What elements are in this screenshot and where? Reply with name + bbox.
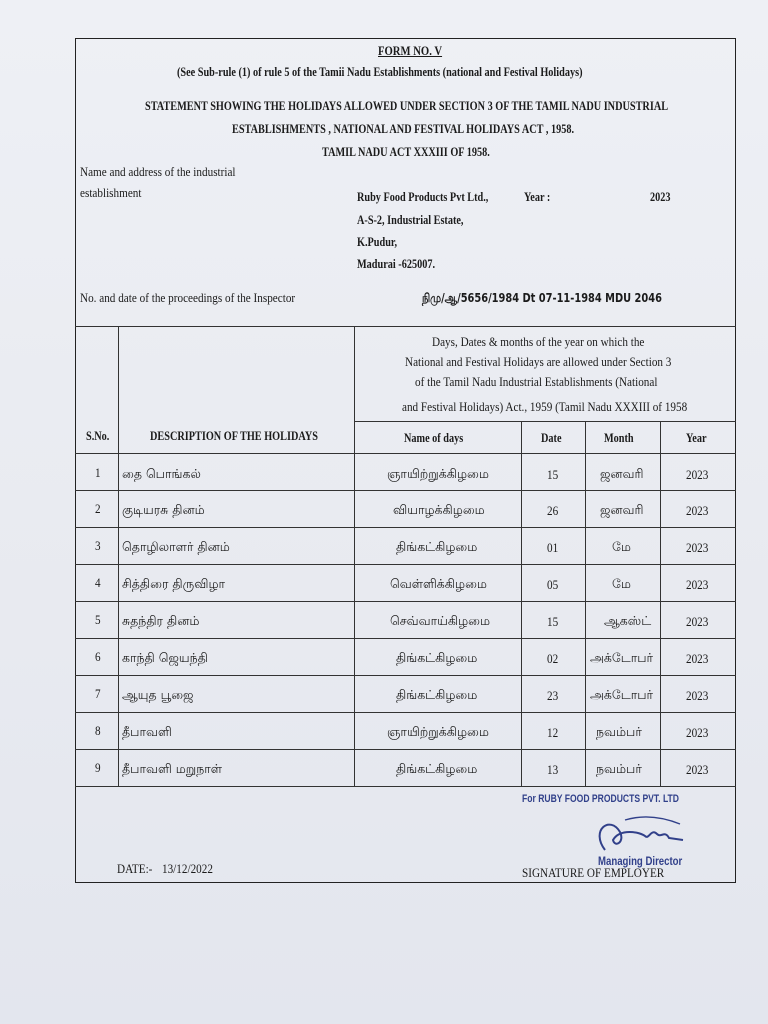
establishment-name: Ruby Food Products Pvt Ltd., [357,190,489,204]
table-intro-line1: Days, Dates & months of the year on which the [432,334,645,349]
row-month: நவம்பர் [596,724,642,739]
statement-line-1: STATEMENT SHOWING THE HOLIDAYS ALLOWED UNDER SECTION 3 OF THE TAMIL NADU INDUSTRIAL [145,99,669,113]
row-description: தை பொங்கல் [122,466,201,481]
row-year: 2023 [686,467,709,482]
row-date: 23 [547,688,559,703]
row-date: 02 [547,651,559,666]
row-year: 2023 [686,540,709,555]
row-year: 2023 [686,762,709,777]
row-day: திங்கட்கிழமை [396,761,478,776]
establishment-label-line1: Name and address of the industrial [80,164,236,179]
row-date: 01 [547,540,559,555]
row-year: 2023 [686,503,709,518]
row-description: தீபாவளி [122,724,172,739]
row-date: 26 [547,503,559,518]
signature-mark [585,810,695,860]
row-description: தொழிலாளர் தினம் [122,539,230,554]
table-intro-line3: of the Tamil Nadu Industrial Establishments (National [415,374,658,389]
row-day: வியாழக்கிழமை [393,502,485,517]
row-date: 13 [547,762,559,777]
row-date: 05 [547,577,559,592]
statement-line-3: TAMIL NADU ACT XXXIII OF 1958. [322,145,490,159]
row-description: காந்தி ஜெயந்தி [122,650,208,665]
signature-label: SIGNATURE OF EMPLOYER [522,865,665,880]
row-description: சுதந்திர தினம் [122,613,200,628]
row-day: திங்கட்கிழமை [396,650,478,665]
row-sno: 1 [95,465,101,480]
row-date: 15 [547,467,559,482]
year-value: 2023 [650,190,671,204]
col-header-day: Name of days [404,431,464,445]
table-intro-line2: National and Festival Holidays are allowed under Section 3 [405,354,672,369]
col-header-date: Date [541,431,562,445]
col-header-sno: S.No. [86,429,110,443]
address-line-3: Madurai -625007. [357,257,436,271]
row-month: ஜனவரி [600,466,644,481]
row-year: 2023 [686,577,709,592]
row-day: திங்கட்கிழமை [396,539,478,554]
col-header-month: Month [604,431,634,445]
row-sno: 5 [95,612,101,627]
year-label: Year : [524,190,551,204]
row-description: தீபாவளி மறுநாள் [122,761,223,776]
row-day: செவ்வாய்கிழமை [390,613,491,628]
stamp-role: Managing Director [598,854,683,868]
row-sno: 6 [95,649,101,664]
row-year: 2023 [686,614,709,629]
row-month: நவம்பர் [596,761,642,776]
date-value: 13/12/2022 [162,861,213,876]
row-year: 2023 [686,688,709,703]
row-day: திங்கட்கிழமை [396,687,478,702]
row-description: ஆயுத பூஜை [122,687,194,702]
row-month: ஆகஸ்ட் [604,613,652,628]
table-intro-line4: and Festival Holidays) Act., 1959 (Tamil Nadu XXXIII of 1958 [402,399,688,414]
row-sno: 2 [95,501,101,516]
row-description: சித்திரை திருவிழா [122,576,226,591]
company-stamp: For RUBY FOOD PRODUCTS PVT. LTD [522,793,679,805]
row-day: வெள்ளிக்கிழமை [390,576,487,591]
row-month: மே [612,576,631,591]
address-line-1: A-S-2, Industrial Estate, [357,213,464,227]
row-month: ஜனவரி [600,502,644,517]
row-date: 15 [547,614,559,629]
col-header-description: DESCRIPTION OF THE HOLIDAYS [150,429,318,443]
row-sno: 4 [95,575,101,590]
address-line-2: K.Pudur, [357,235,398,249]
proceedings-value: நிமு/ஆ/5656/1984 Dt 07-11-1984 MDU 2046 [422,291,662,305]
row-date: 12 [547,725,559,740]
row-sno: 8 [95,723,101,738]
row-sno: 9 [95,760,101,775]
form-title: FORM NO. V [378,43,443,58]
form-subrule: (See Sub-rule (1) of rule 5 of the Tamii Nadu Establishments (national and Festival Holidays) [177,65,583,79]
row-month: அக்டோபர் [590,687,654,702]
row-month: அக்டோபர் [590,650,654,665]
row-year: 2023 [686,725,709,740]
row-day: ஞாயிற்றுக்கிழமை [387,724,489,739]
date-label: DATE:- [117,861,153,876]
statement-line-2: ESTABLISHMENTS , NATIONAL AND FESTIVAL HOLIDAYS ACT , 1958. [232,122,575,136]
row-sno: 7 [95,686,101,701]
row-month: மே [612,539,631,554]
row-sno: 3 [95,538,101,553]
establishment-label-line2: establishment [80,185,142,200]
row-year: 2023 [686,651,709,666]
row-day: ஞாயிற்றுக்கிழமை [387,466,489,481]
row-description: குடியரசு தினம் [122,502,205,517]
col-header-year: Year [686,431,707,445]
proceedings-label: No. and date of the proceedings of the Inspector [80,290,296,305]
